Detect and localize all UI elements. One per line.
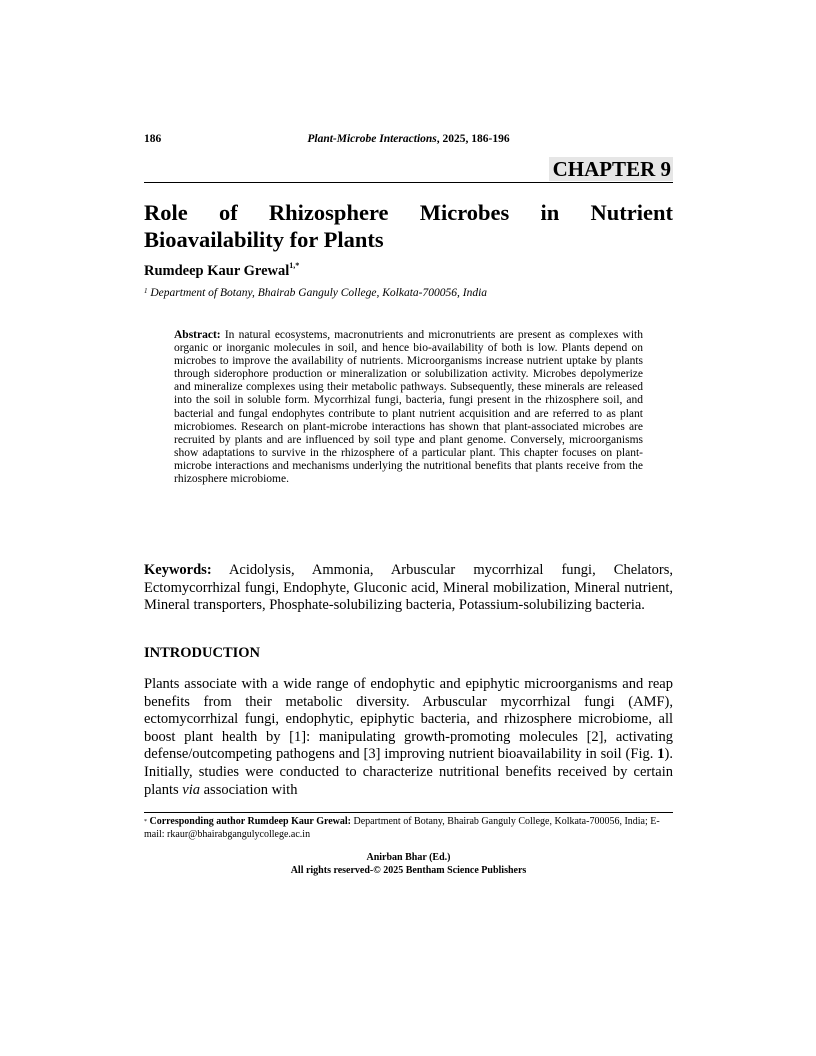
- running-header: [144, 133, 673, 149]
- abstract-label: Abstract:: [174, 329, 221, 341]
- journal-details: , 2025, 186-196: [436, 133, 510, 145]
- chapter-divider: [144, 182, 673, 183]
- page-number: 186: [144, 133, 162, 145]
- keywords-text: Acidolysis, Ammonia, Arbuscular mycorrhizal fungi, Chelators, Ectomycorrhizal fungi, Endophyte, Gluconic acid, Mineral mobilization, Mineral nutrient, Mineral transporters, Phosphate-solubilizing bacteria, Potassium-solubilizing bacteria.: [144, 562, 673, 614]
- section-heading-introduction: INTRODUCTION: [144, 645, 261, 661]
- author-marker: 1,*: [289, 261, 300, 270]
- editor-credit: Anirban Bhar (Ed.): [366, 852, 451, 863]
- footnote-text: Department of Botany, Bhairab Ganguly College, Kolkata-700056, India; E-mail: rkaur@bhairabgangulycollege.ac.in: [144, 816, 660, 840]
- chapter-label: CHAPTER 9: [549, 157, 673, 181]
- journal-name: Plant-Microbe Interactions: [307, 133, 437, 145]
- intro-via: via: [182, 781, 200, 798]
- copyright-notice: All rights reserved-© 2025 Bentham Science Publishers: [290, 865, 527, 876]
- intro-text-1: Plants associate with a wide range of endophytic and epiphytic microorganisms and reap benefits from their metabolic diversity. Arbuscular mycorrhizal fungi (AMF), ectomycorrhizal fungi, endophytic, epiphytic bacteria, and rhizosphere microbiome, all boost plant health by [1]: manipulating growth-promoting molecules [2], activating defense/outcompeting pathogens and [3] improving nutrient bioavailability in soil (Fig.: [144, 676, 673, 763]
- introduction-paragraph: [144, 676, 673, 799]
- footnote-divider: [144, 812, 673, 813]
- abstract: [174, 329, 643, 486]
- abstract-text: In natural ecosystems, macronutrients and micronutrients are present as complexes with organic or inorganic molecules in soil, and hence bio-availability of both is low. Plants depend on microbes to improve the availability of nutrients. Microorganisms increase nutrient uptake by plants through siderophore production or mineralization or solubilization activity. Microbes depolymerize and mineralize complexes using their metabolic pathways. Subsequently, these minerals are released into the soil in soluble form. Mycorrhizal fungi, bacteria, fungi present in the rhizosphere soil, and bacterial and fungal endophytes contribute to plant nutrient acquisition and are referred to as plant microbiomes. Research on plant-microbe interactions has shown that plant-associated microbes are recruited by plants and are influenced by soil type and plant genome. Conversely, microorganisms show adaptations to survive in the rhizosphere of a particular plant. This chapter focuses on plant-microbe interactions and mechanisms underlying the nutritional benefits that plants receive from the rhizosphere microbiome.: [174, 329, 643, 486]
- figure-reference[interactable]: 1: [657, 746, 665, 763]
- affiliation-marker: 1: [144, 287, 148, 295]
- journal-citation: [144, 133, 673, 145]
- chapter-title-line-2: Bioavailability for Plants: [144, 227, 384, 252]
- keywords-label: Keywords:: [144, 562, 212, 578]
- keywords: [144, 562, 673, 615]
- affiliation: [144, 287, 487, 299]
- intro-text-3: association with: [199, 781, 298, 798]
- footnote: [144, 816, 673, 841]
- chapter-title-line-1: Role of Rhizosphere Microbes in Nutrient: [144, 200, 673, 225]
- author: [144, 263, 299, 280]
- chapter-title: [144, 199, 673, 253]
- intro-text-2: ). Initially, studies were conducted to characterize nutritional benefits received by certain plants: [144, 746, 673, 798]
- footnote-marker: *: [144, 819, 147, 825]
- affiliation-text: Department of Botany, Bhairab Ganguly College, Kolkata-700056, India: [147, 287, 488, 299]
- author-name: Rumdeep Kaur Grewal: [144, 263, 290, 279]
- footnote-label: Corresponding author Rumdeep Kaur Grewal:: [147, 816, 351, 827]
